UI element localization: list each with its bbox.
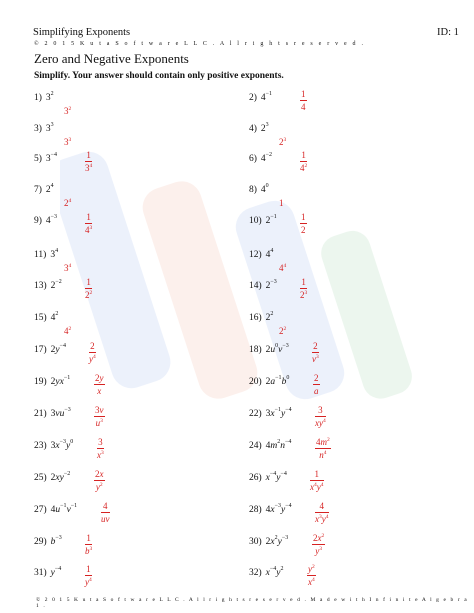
answer-6 [300,150,307,173]
answer-numerator: 3 [98,437,103,447]
problem-29 [34,536,62,548]
problem-number: 22) [249,409,262,419]
problem-expression: $2^3$ [260,122,269,134]
answer-fraction [310,469,324,492]
problem-number: 16) [249,313,262,323]
answer-26 [310,469,324,492]
problem-expression: $4^4$ [265,248,274,260]
answer-fraction [315,501,329,524]
problem-number: 5) [34,154,42,164]
problem-7 [34,184,54,196]
answer-denominator: $x^3y^4$ [315,514,329,524]
problem-expression: $2^{-2}$ [50,279,62,291]
answer-numerator: 2 [90,341,95,351]
problem-31 [34,567,61,579]
problem-expression: $4^{-2}$ [260,152,273,164]
answer-numerator: 1 [86,564,91,574]
answer-value: 1 [279,198,284,208]
answer-fraction [307,564,316,587]
problem-4 [249,123,269,135]
answer-14 [300,277,307,300]
problem-number: 15) [34,313,47,323]
problem-number: 23) [34,441,47,451]
answer-value: $3^4$ [64,263,72,273]
answer-value: $2^2$ [279,326,287,336]
problem-expression: $2^{-1}$ [265,214,277,226]
problem-expression: $x^{-4}y^{-4}$ [265,471,287,483]
answer-21 [94,405,105,428]
problem-number: 24) [249,441,262,451]
problem-expression: $3vu^{-3}$ [50,407,71,419]
problem-expression: $3^2$ [45,91,54,103]
answer-denominator: $x^3$ [97,450,104,460]
answer-denominator: $4^3$ [85,225,93,235]
problem-expression: $4u^{-1}v^{-1}$ [50,503,78,515]
problem-number: 19) [34,377,47,387]
answer-29 [85,533,92,556]
answer-3 [64,137,71,147]
answer-denominator: $2^3$ [300,290,308,300]
answer-15 [64,326,71,336]
answer-numerator: 1 [301,212,306,222]
answer-numerator: $y^2$ [308,564,315,574]
answer-10 [300,212,307,235]
answer-denominator: 4 [301,102,306,112]
problem-number: 20) [249,377,262,387]
problem-13 [34,280,62,292]
answer-denominator: $4^2$ [300,163,308,173]
problem-number: 18) [249,345,262,355]
problem-expression: $3x^{-1}y^{-4}$ [265,407,292,419]
problem-number: 25) [34,473,47,483]
problem-number: 7) [34,185,42,195]
answer-numerator: $4m^2$ [316,437,330,447]
problem-number: 29) [34,537,47,547]
answer-denominator: x [97,386,102,396]
answer-numerator: 1 [301,277,306,287]
problem-expression: $2u^0v^{-3}$ [265,343,289,355]
answer-numerator: 4 [315,501,329,513]
answer-denominator: a [314,386,319,396]
worksheet-title: Zero and Negative Exponents [34,51,189,66]
answer-numerator: 1 [301,150,306,160]
instructions: Simplify. Your answer should contain only positive exponents. [34,71,284,81]
answer-28 [315,501,329,524]
answer-denominator: $xy^4$ [315,418,326,428]
answer-fraction [85,212,92,235]
problem-number: 10) [249,216,262,226]
answer-fraction [94,373,105,396]
answer-2 [300,89,307,112]
answer-fraction [300,150,307,173]
answer-denominator: $2^2$ [85,290,93,300]
problem-20 [249,376,289,388]
answer-numerator: 1 [86,150,91,160]
problem-expression: $2^{-3}$ [265,279,277,291]
problem-3 [34,123,54,135]
problem-30 [249,536,288,548]
answer-denominator: 2 [301,225,306,235]
problem-number: 6) [249,154,257,164]
answer-fraction [85,564,92,587]
answer-9 [85,212,92,235]
problem-number: 2) [249,93,257,103]
answer-17 [89,341,96,364]
answer-numerator: 3 [315,405,326,417]
problem-number: 11) [34,250,47,260]
problem-number: 17) [34,345,47,355]
answer-denominator: $y^2$ [95,482,103,492]
answer-31 [85,564,92,587]
answer-denominator: $y^3$ [315,546,322,556]
answer-fraction [312,533,325,556]
answer-12 [279,263,286,273]
answer-19 [94,373,105,396]
problem-19 [34,376,70,388]
answer-30 [312,533,325,556]
problem-2 [249,92,272,104]
problem-18 [249,344,289,356]
answer-23 [97,437,104,460]
answer-13 [85,277,92,300]
problem-1 [34,92,54,104]
answer-8 [279,198,284,208]
answer-fraction [89,341,96,364]
problem-expression: $4m^2n^{-4}$ [265,439,292,451]
answer-denominator: $x^4$ [308,577,315,587]
answer-numerator: $2x^2$ [313,533,325,543]
problem-number: 4) [249,124,257,134]
worksheet-id: ID: 1 [437,27,459,38]
problem-22 [249,408,292,420]
problem-number: 26) [249,473,262,483]
problem-expression: $b^{-3}$ [50,535,62,547]
answer-18 [312,341,319,364]
answer-numerator: 1 [86,533,91,543]
problem-expression: $4^2$ [50,311,59,323]
answer-value: $3^3$ [64,137,72,147]
problem-14 [249,280,277,292]
watermark-graphic [60,140,420,440]
copyright-line: © 2 0 1 5 K u t a S o f t w a r e L L C . A l l r i g h t s r e s e r v e d . [34,41,366,47]
answer-fraction [85,277,92,300]
answer-denominator: $v^3$ [312,354,319,364]
problem-11 [34,249,58,261]
problem-expression: $x^{-4}y^2$ [265,566,284,578]
answer-32 [307,564,316,587]
problem-number: 28) [249,505,262,515]
answer-denominator: $u^3$ [95,418,103,428]
answer-numerator: 1 [310,469,324,481]
problem-expression: $2x^2y^{-3}$ [265,535,289,547]
problem-number: 12) [249,250,262,260]
problem-24 [249,440,291,452]
problem-number: 14) [249,281,262,291]
answer-numerator: 1 [301,89,306,99]
answer-numerator: 4 [103,501,108,511]
problem-10 [249,215,277,227]
answer-denominator: $x^4y^4$ [310,482,324,492]
answer-value: $2^3$ [279,137,287,147]
answer-fraction [94,469,105,492]
problem-12 [249,249,273,261]
problem-15 [34,312,58,324]
answer-denominator: $3^4$ [85,163,93,173]
problem-expression: $3^{-4}$ [45,152,58,164]
problem-number: 9) [34,216,42,226]
answer-fraction [85,150,92,173]
answer-4 [279,137,286,147]
worksheet-header-title: Simplifying Exponents [33,27,131,38]
answer-fraction [313,373,320,396]
answer-7 [64,198,71,208]
problem-5 [34,153,57,165]
answer-denominator: $n^4$ [319,450,327,460]
answer-fraction [300,277,307,300]
problem-25 [34,472,70,484]
answer-11 [64,263,71,273]
problem-28 [249,504,292,516]
problem-number: 21) [34,409,47,419]
answer-numerator: 1 [86,212,91,222]
problem-6 [249,153,272,165]
answer-denominator: $b^3$ [85,546,93,556]
problem-number: 31) [34,568,47,578]
problem-number: 32) [249,568,262,578]
problem-expression: $4^0$ [260,183,269,195]
answer-fraction [94,405,105,428]
problem-number: 1) [34,93,42,103]
answer-fraction [315,437,331,460]
problem-expression: $4^{-1}$ [260,91,273,103]
answer-27 [101,501,110,524]
answer-fraction [300,89,307,112]
answer-fraction [315,405,326,428]
answer-5 [85,150,92,173]
problem-expression: $2^4$ [45,183,54,195]
problem-expression: $2yx^{-1}$ [50,375,71,387]
answer-value: $4^4$ [279,263,287,273]
answer-denominator: uv [101,514,110,524]
answer-value: $3^2$ [64,106,72,116]
answer-numerator: 2y [95,373,104,383]
answer-numerator: 2 [313,341,318,351]
problem-21 [34,408,71,420]
answer-value: $2^4$ [64,198,72,208]
answer-value: $4^2$ [64,326,72,336]
problem-expression: $3^4$ [50,248,59,260]
problem-number: 27) [34,505,47,515]
answer-numerator: 2 [314,373,319,383]
problem-expression: $y^{-4}$ [50,566,62,578]
answer-fraction [312,341,319,364]
problem-number: 30) [249,537,262,547]
problem-23 [34,440,73,452]
answer-1 [64,106,71,116]
answer-fraction [97,437,104,460]
problem-expression: $2a^{-1}b^0$ [265,375,290,387]
problem-17 [34,344,66,356]
answer-16 [279,326,286,336]
answer-numerator: 3v [95,405,104,415]
problem-8 [249,184,269,196]
footer-copyright: © 2 0 1 5 K u t a S o f t w a r e L L C . A l l r i g h t s r e s e r v e d . M a d e w i t h I n f i n i t e A l g e b r a 1 . [36,597,469,609]
problem-expression: $2^2$ [265,311,274,323]
answer-fraction [300,212,307,235]
problem-9 [34,215,57,227]
answer-fraction [85,533,92,556]
problem-expression: $4x^{-3}y^{-4}$ [265,503,292,515]
answer-numerator: 1 [86,277,91,287]
problem-number: 8) [249,185,257,195]
answer-25 [94,469,105,492]
answer-20 [313,373,320,396]
problem-number: 3) [34,124,42,134]
problem-number: 13) [34,281,47,291]
problem-expression: $3x^{-3}y^0$ [50,439,74,451]
problem-16 [249,312,273,324]
answer-24 [315,437,331,460]
answer-denominator: $y^4$ [85,577,92,587]
problem-26 [249,472,287,484]
answer-22 [315,405,326,428]
problem-32 [249,567,284,579]
problem-expression: $2xy^{-2}$ [50,471,71,483]
problem-expression: $4^{-3}$ [45,214,58,226]
answer-fraction [101,501,110,524]
problem-expression: $3^3$ [45,122,54,134]
answer-denominator: $y^4$ [89,354,96,364]
answer-numerator: 2x [95,469,104,479]
problem-expression: $2y^{-4}$ [50,343,67,355]
problem-27 [34,504,77,516]
